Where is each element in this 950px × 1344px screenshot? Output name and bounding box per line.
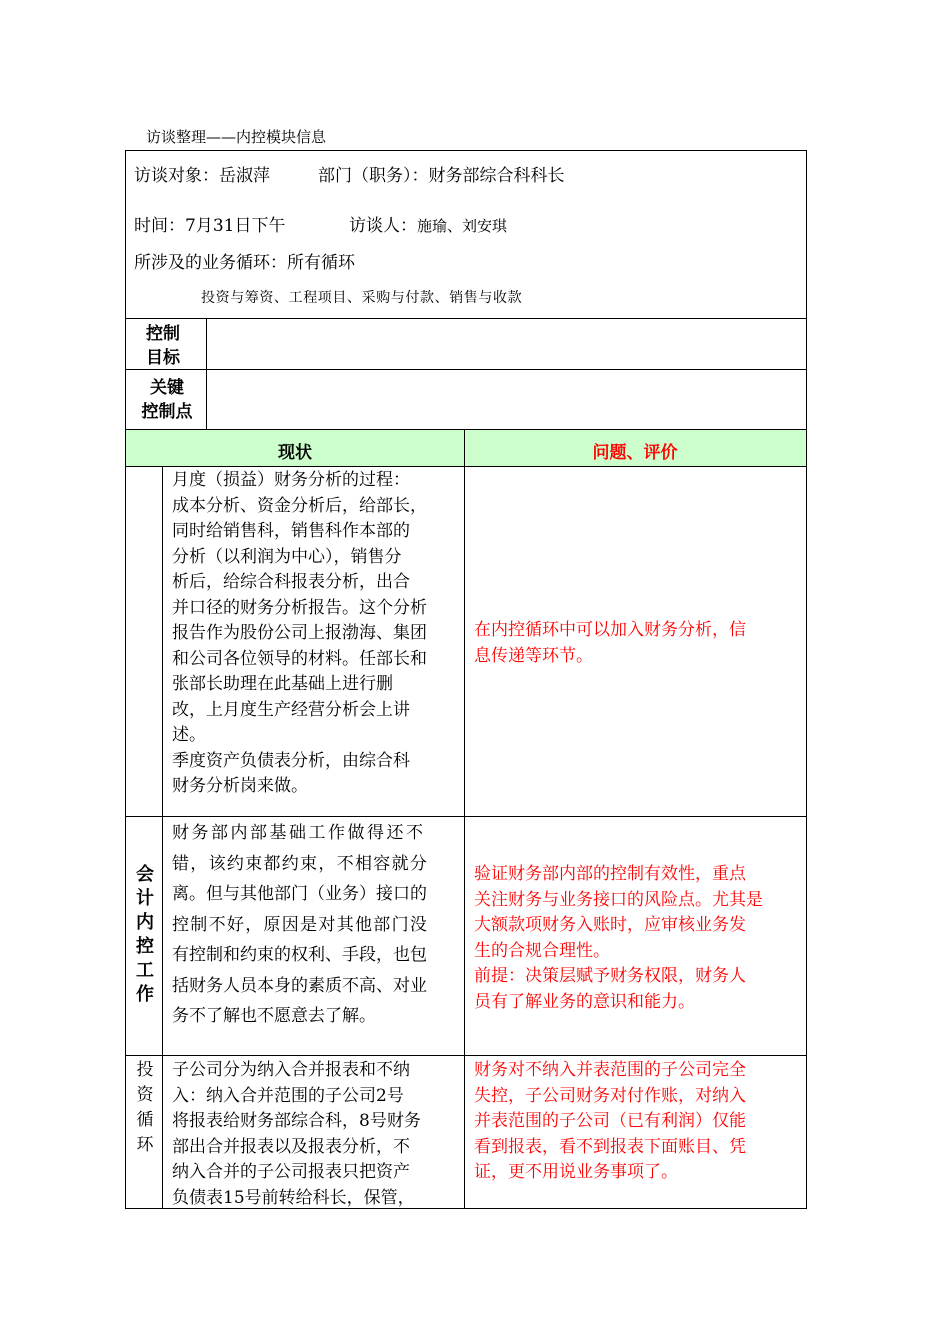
interviewee-row (134, 164, 270, 188)
row1-status: 月度（损益）财务分析的过程： 成本分析、资金分析后，给部长， 同时给销售科，销售科作本部的 分析（以利润为中心），销售分 析后，给综合科报表分析，出合 并口径的财务分析报告。这个分析 报告作为股份公司上报渤海、集团 和公司各位领导的材料。任部长和 张部长助理在此基础上进行删 改，上月度生产经营分析会上讲 述。 季度资产负债表分析，由综合科 财务分析岗来做。 (172, 470, 427, 796)
cycle-value: 所有循环 (287, 253, 355, 273)
cycle-detail: 投资与筹资、工程项目、采购与付款、销售与收款 (201, 290, 523, 306)
row3-evaluation: 财务对不纳入并表范围的子公司完全 失控，子公司财务对付作账，对纳入 并表范围的子公司（已有利润）仅能 看到报表，看不到报表下面账目、凭 证，更不用说业务事项了。 (474, 1060, 746, 1182)
key-control-label: 关键 控制点 (141, 378, 193, 422)
time-row (134, 214, 285, 238)
department-label: 部门（职务）： (318, 166, 429, 186)
row2-status: 财务部内部基础工作做得还不 错，该约束都约束，不相容就分 离。但与其他部门（业务）接口的 控制不好，原因是对其他部门没 有控制和约束的权利、手段，也包 括财务人员本身的素质不高、对业 务不了解也不愿意去了解。 (172, 823, 429, 1026)
column-header-evaluation: 问题、评价 (592, 443, 678, 463)
row1-evaluation: 在内控循环中可以加入财务分析，信 息传递等环节。 (474, 620, 746, 666)
column-header-status: 现状 (278, 443, 312, 463)
row3-status: 子公司分为纳入合并报表和不纳 入：纳入合并范围的子公司2号 将报表给财务部综合科，8号财务 部出合并报表以及报表分析，不 纳入合并的子公司报表只把资产 负债表15号前转给科长，保管， (172, 1060, 421, 1208)
cycle-row (134, 251, 355, 275)
section-investment-label: 投 资 循 环 (136, 1060, 154, 1155)
control-target-label: 控制 目标 (146, 324, 180, 368)
interviewer-value: 施瑜、刘安琪 (417, 217, 508, 235)
department-value: 财务部综合科科长 (428, 166, 565, 186)
row2-evaluation: 验证财务部内部的控制有效性，重点 关注财务与业务接口的风险点。尤其是 大额款项财务入账时，应审核业务发 生的合规合理性。 前提：决策层赋予财务权限，财务人 员有了解业务的意识和能力。 (474, 864, 763, 1012)
time-value: 7月31日下午 (185, 216, 286, 236)
cycle-label: 所涉及的业务循环： (134, 253, 287, 273)
interviewee-label: 访谈对象： (134, 166, 219, 186)
interviewer-row (349, 214, 507, 238)
interviewer-label: 访谈人： (349, 216, 417, 236)
interviewee-name: 岳淑萍 (219, 166, 270, 186)
department-row (318, 164, 565, 188)
time-label: 时间： (134, 216, 185, 236)
page-title: 访谈整理——内控模块信息 (146, 128, 327, 146)
section-accounting-label: 会 计 内 控 工 作 (136, 864, 154, 1005)
